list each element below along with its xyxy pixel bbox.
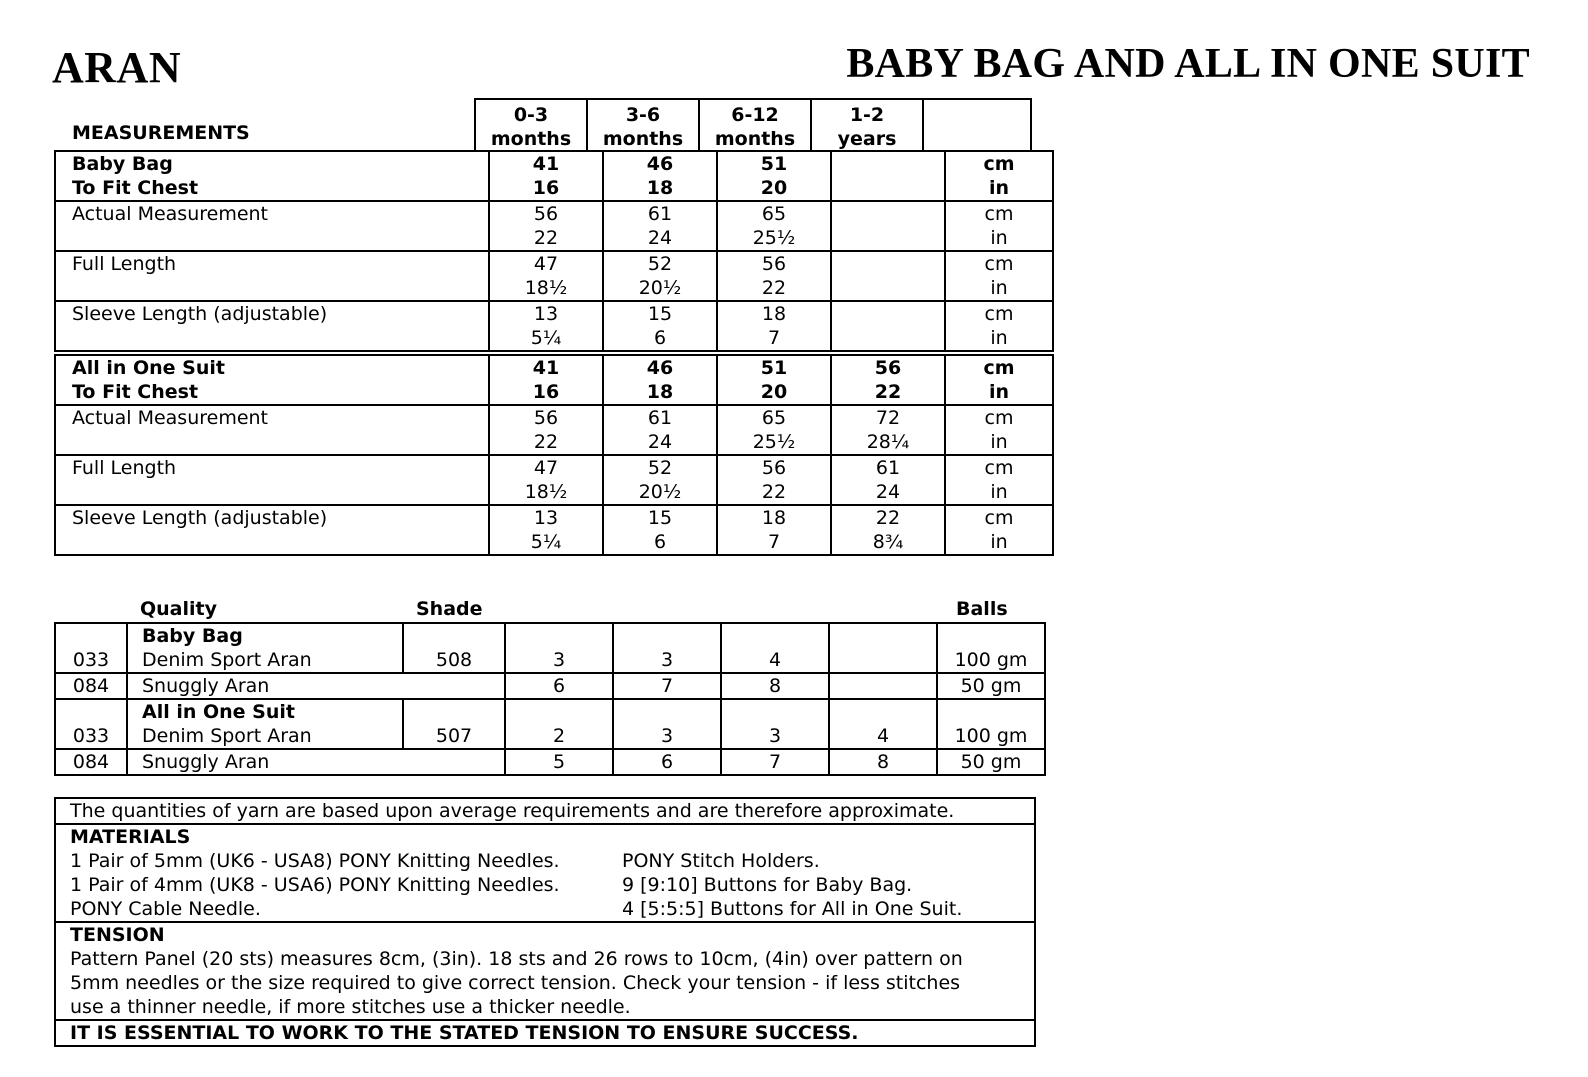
page-title: BABY BAG AND ALL IN ONE SUIT [846,41,1530,87]
tension-line: 5mm needles or the size required to give correct tension. Check your tension - if less stitches [70,972,961,994]
yarn-count: 3 [505,623,613,673]
measurement-value: 65 25½ [717,201,831,251]
yarn-count [829,623,937,673]
yarn-count: 3 [613,623,721,673]
yarn-count: 4 [721,623,829,673]
measurement-value: 47 18½ [489,455,603,505]
measurement-label: Sleeve Length (adjustable) [55,505,489,555]
yarn-count: 7 [721,749,829,775]
measurement-value [831,201,945,251]
measurement-row [55,405,1053,455]
materials-heading: MATERIALS [70,826,191,848]
size-header: 6-12 months [700,100,812,152]
measurement-value [831,251,945,301]
measurement-value: 72 28¼ [831,405,945,455]
material-item: 1 Pair of 5mm (UK6 - USA8) PONY Knitting Needles. [70,850,560,872]
measurement-value: 61 24 [603,405,717,455]
measurement-label: All in One Suit To Fit Chest [55,353,489,405]
yarn-count: 7 [613,673,721,699]
yarn-header [0,598,1040,622]
measurement-label: Actual Measurement [55,201,489,251]
measurement-value: 52 20½ [603,455,717,505]
measurement-row [55,151,1053,201]
yarn-count: 2 [505,699,613,749]
measurement-value: 46 18 [603,353,717,405]
measurement-value: 56 22 [489,405,603,455]
measurement-unit: cm in [945,353,1053,405]
measurements-heading: MEASUREMENTS [72,122,250,144]
yarn-count: 3 [721,699,829,749]
yarn-table [54,622,1046,776]
measurement-value: 51 20 [717,353,831,405]
yarn-name: All in One Suit Denim Sport Aran [127,699,403,749]
size-header: 1-2 years [812,100,924,152]
measurement-value [831,151,945,201]
material-item: 9 [9:10] Buttons for Baby Bag. [622,874,913,896]
yarn-count: 6 [505,673,613,699]
material-item: 4 [5:5:5] Buttons for All in One Suit. [622,898,963,920]
size-header: 3-6 months [588,100,700,152]
measurement-value: 13 5¼ [489,505,603,555]
yarn-row [55,749,1045,775]
measurement-row [55,301,1053,353]
measurement-unit: cm in [945,405,1053,455]
measurement-value: 51 20 [717,151,831,201]
yarn-shade: 507 [403,699,505,749]
size-header: 0-3 months [476,100,588,152]
yarn-count: 8 [829,749,937,775]
measurement-value: 15 6 [603,301,717,353]
measurement-value: 41 16 [489,151,603,201]
measurement-value: 13 5¼ [489,301,603,353]
yarn-balls: 100 gm [937,699,1045,749]
measurement-unit: cm in [945,201,1053,251]
yarn-shade: 508 [403,623,505,673]
measurement-row [55,353,1053,405]
yarn-count: 8 [721,673,829,699]
yarn-code: 084 [55,673,127,699]
yarn-name: Snuggly Aran [127,673,505,699]
yarn-balls: 50 gm [937,673,1045,699]
yarn-row [55,673,1045,699]
measurement-label: Sleeve Length (adjustable) [55,301,489,353]
measurement-value [831,301,945,353]
measurement-value: 18 7 [717,505,831,555]
measurement-value: 52 20½ [603,251,717,301]
yarn-count [829,673,937,699]
measurement-row [55,251,1053,301]
measurement-value: 61 24 [831,455,945,505]
measurement-row [55,505,1053,555]
materials-section [56,825,1034,923]
material-item: PONY Cable Needle. [70,898,261,920]
measurement-value: 56 22 [717,455,831,505]
balls-heading: Balls [956,598,1008,620]
measurement-value: 46 18 [603,151,717,201]
measurement-label: Baby Bag To Fit Chest [55,151,489,201]
tension-line: Pattern Panel (20 sts) measures 8cm, (3in). 18 sts and 26 rows to 10cm, (4in) over pattern on [70,948,963,970]
yarn-balls: 100 gm [937,623,1045,673]
measurement-unit: cm in [945,251,1053,301]
brand-label: ARAN [52,43,182,92]
materials-box [54,797,1036,1047]
measurement-unit: cm in [945,455,1053,505]
measurement-value: 61 24 [603,201,717,251]
tension-section [56,923,1034,1021]
measurements-table [54,150,1054,556]
measurement-unit: cm in [945,301,1053,353]
yarn-count: 6 [613,749,721,775]
measurement-unit: cm in [945,505,1053,555]
unit-header [924,100,1032,152]
measurement-unit: cm in [945,151,1053,201]
measurement-row [55,455,1053,505]
yarn-name: Baby Bag Denim Sport Aran [127,623,403,673]
yarn-code: 033 [55,623,127,673]
measurement-value: 56 22 [489,201,603,251]
measurement-row [55,201,1053,251]
measurement-value: 56 22 [717,251,831,301]
measurement-value: 47 18½ [489,251,603,301]
quality-heading: Quality [140,598,217,620]
tension-heading: TENSION [70,924,165,946]
shade-heading: Shade [416,598,483,620]
tension-line: use a thinner needle, if more stitches use a thicker needle. [70,996,631,1018]
material-item: PONY Stitch Holders. [622,850,820,872]
yarn-note: The quantities of yarn are based upon average requirements and are therefore approximate. [56,799,1034,825]
yarn-balls: 50 gm [937,749,1045,775]
measurement-label: Actual Measurement [55,405,489,455]
yarn-code: 084 [55,749,127,775]
measurement-value: 18 7 [717,301,831,353]
yarn-row [55,623,1045,673]
yarn-name: Snuggly Aran [127,749,505,775]
size-header-row [474,98,1032,152]
measurement-value: 15 6 [603,505,717,555]
yarn-code: 033 [55,699,127,749]
measurement-value: 65 25½ [717,405,831,455]
measurement-label: Full Length [55,455,489,505]
measurement-label: Full Length [55,251,489,301]
measurement-value: 56 22 [831,353,945,405]
yarn-row [55,699,1045,749]
material-item: 1 Pair of 4mm (UK8 - USA6) PONY Knitting Needles. [70,874,560,896]
yarn-count: 3 [613,699,721,749]
measurement-value: 22 8¾ [831,505,945,555]
yarn-count: 5 [505,749,613,775]
yarn-count: 4 [829,699,937,749]
measurement-value: 41 16 [489,353,603,405]
tension-warning: IT IS ESSENTIAL TO WORK TO THE STATED TENSION TO ENSURE SUCCESS. [70,1022,859,1044]
